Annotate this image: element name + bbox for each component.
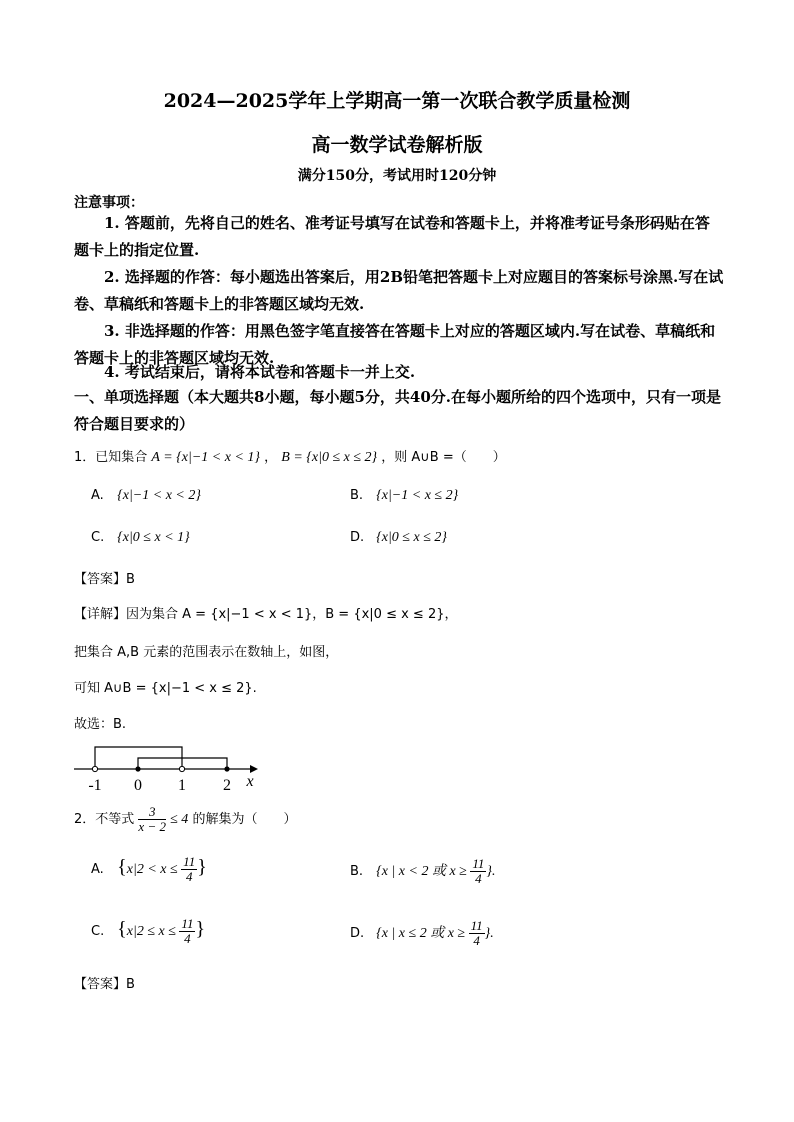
number-line-arrow xyxy=(250,765,258,773)
page-title: 2024—2025学年上学期高一第一次联合教学质量检测 xyxy=(163,90,631,112)
note-item-4: 4. 考试结束后，请将本试卷和答题卡一并上交. xyxy=(104,363,416,381)
q1-detail: 【详解】因为集合 A = {x|−1 < x < 1}，B = {x|0 ≤ x ≤ 2}， xyxy=(74,607,458,622)
exam-meta: 满分150分，考试用时120分钟 xyxy=(297,168,497,184)
q2-option-b: B. {x | x < 2 或 x ≥ $\frac{11}{4}$ }. xyxy=(350,856,496,886)
q2-fraction: $\frac{3}{x - 2}$ xyxy=(138,804,166,834)
point-0-closed xyxy=(135,766,140,771)
question-2: 2．不等式 $\frac{3}{x - 2}$ ≤ 4 的解集为（ ） xyxy=(74,804,297,834)
q1-set-a: A = {x|−1 < x < 1} xyxy=(151,450,260,465)
q1-detail-line4: 故选：B. xyxy=(74,717,127,732)
q1-option-c: C. {x|0 ≤ x < 1} xyxy=(91,530,190,545)
tick-label-minus1: -1 xyxy=(88,777,102,794)
q2-option-d: D. {x | x ≤ 2 或 x ≥ $\frac{11}{4}$ }. xyxy=(350,918,494,948)
note-item-2: 2. 选择题的作答：每小题选出答案后，用2B铅笔把答题卡上对应题目的答案标号涂黑.写在试卷、草稿纸和答题卡上的非答题区域均无效. xyxy=(74,268,724,313)
axis-label-x: x xyxy=(246,773,254,790)
point-2-closed xyxy=(224,766,229,771)
q1-option-b: B. {x|−1 < x ≤ 2} xyxy=(350,488,459,503)
q1-detail-line2: 把集合 A,B 元素的范围表示在数轴上，如图， xyxy=(74,645,339,660)
notes-heading: 注意事项： xyxy=(74,195,144,211)
q1-option-a: A. {x|−1 < x < 2} xyxy=(91,488,201,503)
q1-set-b: B = {x|0 ≤ x ≤ 2} xyxy=(281,450,378,465)
q2-answer: 【答案】B xyxy=(74,977,135,992)
page-subtitle: 高一数学试卷解析版 xyxy=(311,134,483,156)
point-1-open xyxy=(179,766,184,771)
section-heading: 一、单项选择题（本大题共8小题，每小题5分，共40分.在每小题所给的四个选项中，只有一项是符合题目要求的） xyxy=(74,388,721,433)
question-1: 1．已知集合 A = {x|−1 < x < 1} ， B = {x|0 ≤ x ≤ 2} ，则 A∪B =（ ） xyxy=(74,450,506,465)
q1-option-d: D. {x|0 ≤ x ≤ 2} xyxy=(350,530,447,545)
tick-label-2: 2 xyxy=(223,777,231,794)
note-item-3: 3. 非选择题的作答：用黑色签字笔直接答在答题卡上对应的答题区域内.写在试卷、草稿纸和答题卡上的非答题区域均无效. xyxy=(74,322,716,367)
q2-option-a: A. {x|2 < x ≤ $\frac{11}{4}$ } xyxy=(91,854,207,884)
note-item-1: 1. 答题前，先将自己的姓名、准考证号填写在试卷和答题卡上，并将准考证号条形码贴在答题卡上的指定位置. xyxy=(74,214,710,259)
number-line-figure xyxy=(70,740,270,796)
q1-answer: 【答案】B xyxy=(74,572,135,587)
q2-option-c: C. {x|2 ≤ x ≤ $\frac{11}{4}$ } xyxy=(91,916,206,946)
tick-label-1: 1 xyxy=(178,777,186,794)
tick-label-0: 0 xyxy=(134,777,142,794)
q1-detail-line3: 可知 A∪B = {x|−1 < x ≤ 2}. xyxy=(74,681,257,696)
point-minus1-open xyxy=(92,766,97,771)
